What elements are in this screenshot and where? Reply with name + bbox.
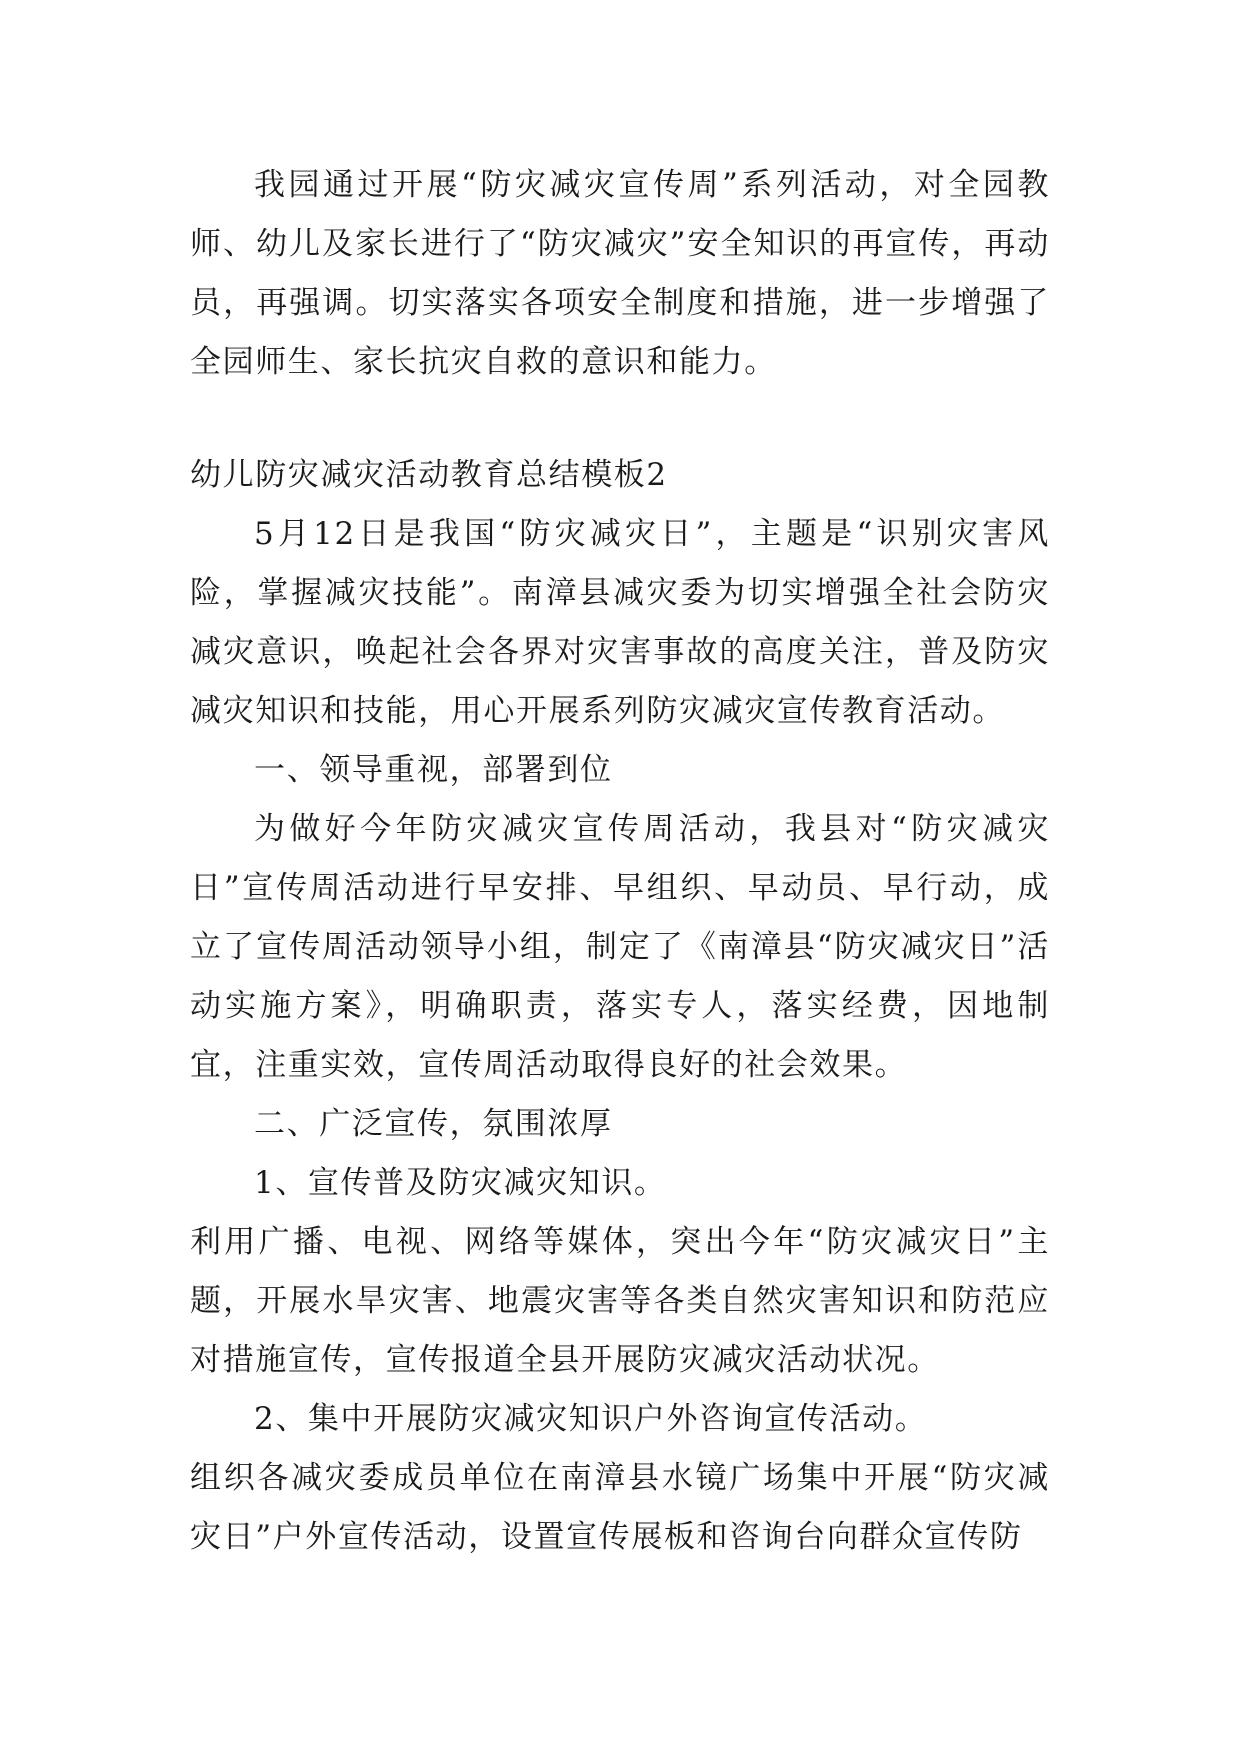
document-body (190, 156, 1050, 1567)
list-item-2-heading: 2、集中开展防灾减灾知识户外咨询宣传活动。 (254, 1401, 928, 1437)
section-title: 幼儿防灾减灾活动教育总结模板2 (190, 457, 668, 493)
subheading-publicity: 二、广泛宣传，氛围浓厚 (254, 1106, 613, 1142)
paragraph-disaster-day: 5月12日是我国“防灾减灾日”，主题是“识别灾害风险，掌握减灾技能”。南漳县减灾委为切实增强全社会防灾减灾意识，唤起社会各界对灾害事故的高度关注，普及防灾减灾知识和技能，用心开展系列防灾减灾宣传教育活动。 (190, 516, 1050, 729)
paragraph-leadership: 为做好今年防灾减灾宣传周活动，我县对“防灾减灾日”宣传周活动进行早安排、早组织、早动员、早行动，成立了宣传周活动领导小组，制定了《南漳县“防灾减灾日”活动实施方案》，明确职责，落实专人，落实经费，因地制宜，注重实效，宣传周活动取得良好的社会效果。 (190, 811, 1050, 1083)
paragraph-outdoor-activity: 组织各减灾委成员单位在南漳县水镜广场集中开展“防灾减灾日”户外宣传活动，设置宣传展板和咨询台向群众宣传防 (190, 1460, 1050, 1555)
list-item-1-heading: 1、宣传普及防灾减灾知识。 (254, 1165, 667, 1201)
subheading-leadership: 一、领导重视，部署到位 (254, 752, 613, 788)
paragraph-media-publicity: 利用广播、电视、网络等媒体，突出今年“防灾减灾日”主题，开展水旱灾害、地震灾害等各类自然灾害知识和防范应对措施宣传，宣传报道全县开展防灾减灾活动状况。 (190, 1224, 1050, 1378)
paragraph-intro-summary: 我园通过开展“防灾减灾宣传周”系列活动，对全园教师、幼儿及家长进行了“防灾减灾”安全知识的再宣传，再动员，再强调。切实落实各项安全制度和措施，进一步增强了全园师生、家长抗灾自救的意识和能力。 (190, 167, 1050, 380)
